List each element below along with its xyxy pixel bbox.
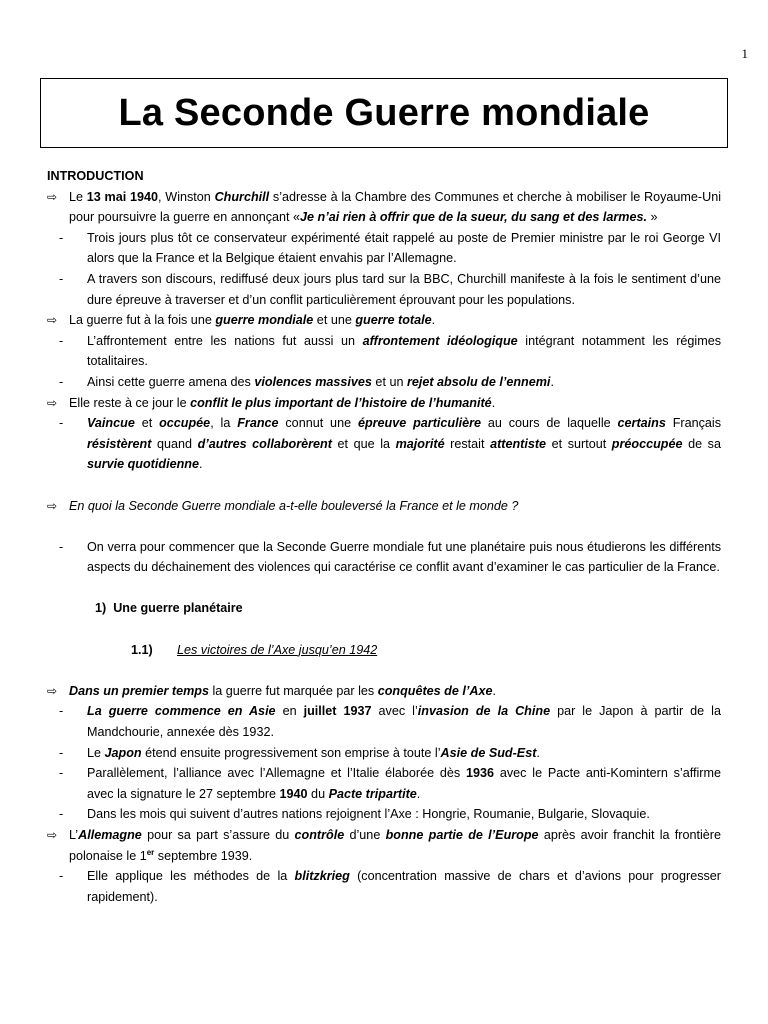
section-heading-1-1 [131, 640, 721, 661]
bullet-arrow [47, 681, 721, 702]
bullet-dash [59, 413, 721, 475]
bullet-arrow [47, 393, 721, 414]
document-body [47, 166, 721, 907]
right-arrow-icon: ⇨ [47, 395, 58, 410]
bullet-dash [59, 763, 721, 804]
section-number: 1.1) [131, 642, 153, 657]
paragraph: Elle applique les méthodes de la blitzkrieg (concentration massive de chars et d’avions pour progresser rapidement). [87, 869, 721, 904]
paragraph: Ainsi cette guerre amena des violences massives et un rejet absolu de l’ennemi. [87, 374, 554, 389]
dash-bullet: - [59, 416, 64, 431]
paragraph: L’Allemagne pour sa part s’assure du contrôle d’une bonne partie de l’Europe après avoir franchit la frontière polonaise le 1er septembre 1939. [69, 828, 721, 863]
section-label: Les victoires de l’Axe jusqu’en 1942 [177, 642, 378, 657]
paragraph: Vaincue et occupée, la France connut une épreuve particulière au cours de laquelle certains Français résistèrent quand d’autres collaborèrent et que la majorité restait attentiste et surtout préoccupée de sa survie quotidienne. [87, 416, 721, 472]
paragraph: La guerre fut à la fois une guerre mondiale et une guerre totale. [69, 313, 436, 328]
bullet-dash [59, 537, 721, 578]
right-arrow-icon: ⇨ [47, 498, 58, 513]
dash-bullet: - [59, 869, 64, 884]
paragraph: La guerre commence en Asie en juillet 1937 avec l’invasion de la Chine par le Japon à partir de la Mandchourie, annexée dès 1932. [87, 704, 721, 740]
bullet-arrow [47, 825, 721, 866]
plan-paragraph: On verra pour commencer que la Seconde Guerre mondiale fut une planétaire puis nous étudierons les différents aspects du déchainement des violences qui caractérise ce conflit avant d’examiner le cas particulier de la France. [87, 539, 721, 575]
section-heading-1 [95, 598, 721, 619]
right-arrow-icon: ⇨ [47, 313, 58, 328]
page-title: La Seconde Guerre mondiale [118, 92, 650, 134]
bullet-arrow [47, 496, 721, 517]
bullet-dash [59, 331, 721, 372]
dash-bullet: - [59, 374, 64, 389]
paragraph: Le 13 mai 1940, Winston Churchill s’adresse à la Chambre des Communes et cherche à mobiliser le Royaume-Uni pour poursuivre la guerre en annonçant «Je n’ai rien à offrir que de la sueur, du sang et des larmes. » [69, 189, 722, 225]
dash-bullet: - [59, 766, 64, 781]
dash-bullet: - [59, 745, 64, 760]
right-arrow-icon: ⇨ [47, 189, 58, 204]
bullet-dash [59, 269, 721, 310]
paragraph: Le Japon étend ensuite progressivement son emprise à toute l’Asie de Sud-Est. [87, 745, 540, 760]
bullet-arrow [47, 310, 721, 331]
paragraph: Parallèlement, l’alliance avec l’Allemagne et l’Italie élaborée dès 1936 avec le Pacte anti-Komintern s’affirme avec la signature le 27 septembre 1940 du Pacte tripartite. [87, 766, 721, 801]
paragraph: L’affrontement entre les nations fut aussi un affrontement idéologique intégrant notamment les régimes totalitaires. [87, 333, 721, 369]
bullet-arrow [47, 187, 721, 228]
paragraph: Dans les mois qui suivent d’autres nations rejoignent l’Axe : Hongrie, Roumanie, Bulgarie, Slovaquie. [87, 807, 650, 822]
bullet-dash [59, 228, 721, 269]
bullet-dash [59, 701, 721, 742]
paragraph: Trois jours plus tôt ce conservateur expérimenté était rappelé au poste de Premier ministre par le roi George VI alors que la France et la Belgique étaient envahis par l’Allemagne. [87, 230, 721, 266]
section-label: Une guerre planétaire [113, 601, 243, 616]
title-box [40, 78, 728, 148]
page-number: 1 [741, 46, 748, 61]
paragraph: Elle reste à ce jour le conflit le plus important de l’histoire de l’humanité. [69, 395, 496, 410]
dash-bullet: - [59, 704, 64, 719]
right-arrow-icon: ⇨ [47, 683, 58, 698]
dash-bullet: - [59, 807, 64, 822]
right-arrow-icon: ⇨ [47, 828, 58, 842]
bullet-dash [59, 804, 721, 825]
dash-bullet: - [59, 271, 64, 286]
introduction-heading: INTRODUCTION [47, 169, 144, 183]
bullet-dash [59, 866, 721, 907]
problematique: En quoi la Seconde Guerre mondiale a-t-elle bouleversé la France et le monde ? [69, 498, 519, 513]
paragraph: Dans un premier temps la guerre fut marquée par les conquêtes de l’Axe. [69, 683, 496, 698]
paragraph: A travers son discours, rediffusé deux jours plus tard sur la BBC, Churchill manifeste à la fois le sentiment d’une dure épreuve à traverser et d’un conflit particulièrement éprouvant pour les populations. [87, 271, 721, 307]
section-number: 1) [95, 601, 107, 616]
bullet-dash [59, 743, 721, 764]
bullet-dash [59, 372, 721, 393]
dash-bullet: - [59, 230, 64, 245]
dash-bullet: - [59, 539, 64, 554]
dash-bullet: - [59, 333, 64, 348]
